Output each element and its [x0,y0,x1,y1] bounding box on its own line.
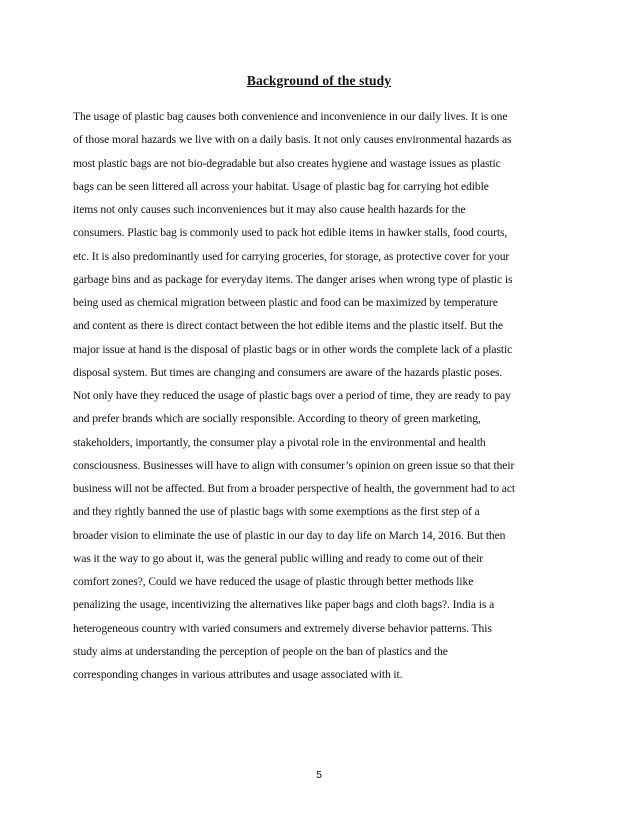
text-line: broader vision to eliminate the use of plastic in our day to day life on March 14, 2016. But then [73,528,506,542]
text-line: being used as chemical migration between plastic and food can be maximized by temperature [73,296,498,309]
text-line: stakeholders, importantly, the consumer play a pivotal role in the environmental and health [73,435,486,449]
text-line: Not only have they reduced the usage of plastic bags over a period of time, they are ready to pay [73,389,511,402]
text-line: business will not be affected. But from a broader perspective of health, the government had to act [73,482,515,495]
text-line: consciousness. Businesses will have to align with consumer’s opinion on green issue so that their [73,458,515,472]
text-line: consumers. Plastic bag is commonly used to pack hot edible items in hawker stalls, food courts, [73,226,508,240]
text-line: The usage of plastic bag causes both convenience and inconvenience in our daily lives. It is one [73,110,508,123]
text-line: items not only causes such inconveniences but it may also cause health hazards for the [73,203,466,216]
text-line: corresponding changes in various attributes and usage associated with it. [73,668,403,681]
text-line: comfort zones?, Could we have reduced the usage of plastic through better methods like [73,575,474,588]
text-line: was it the way to go about it, was the general public willing and ready to come out of their [73,551,483,565]
text-line: of those moral hazards we live with on a daily basis. It not only causes environmental hazards as [73,133,512,147]
page-number: 5 [316,769,322,781]
text-line: study aims at understanding the perception of people on the ban of plastics and the [73,644,448,658]
text-line: and content as there is direct contact between the hot edible items and the plastic itself. But the [73,319,503,333]
text-line: and they rightly banned the use of plastic bags with some exemptions as the first step of a [73,505,480,519]
text-line: major issue at hand is the disposal of plastic bags or in other words the complete lack of a plastic [73,342,513,356]
section-heading: Background of the study [246,73,392,88]
text-line: heterogeneous country with varied consumers and extremely diverse behavior patterns. This [73,621,492,635]
text-line: etc. It is also predominantly used for carrying groceries, for storage, as protective cover for your [73,249,510,263]
text-line: garbage bins and as package for everyday items. The danger arises when wrong type of plastic is [73,272,513,286]
text-line: bags can be seen littered all across your habitat. Usage of plastic bag for carrying hot edible [73,179,489,193]
text-line: and prefer brands which are socially responsible. According to theory of green marketing, [73,412,481,426]
text-line: disposal system. But times are changing and consumers are aware of the hazards plastic poses. [73,365,503,379]
body-paragraph [73,105,573,686]
text-line: most plastic bags are not bio-degradable but also creates hygiene and wastage issues as plastic [73,156,501,170]
text-line: penalizing the usage, incentivizing the alternatives like paper bags and cloth bags?. India is a [73,598,495,612]
